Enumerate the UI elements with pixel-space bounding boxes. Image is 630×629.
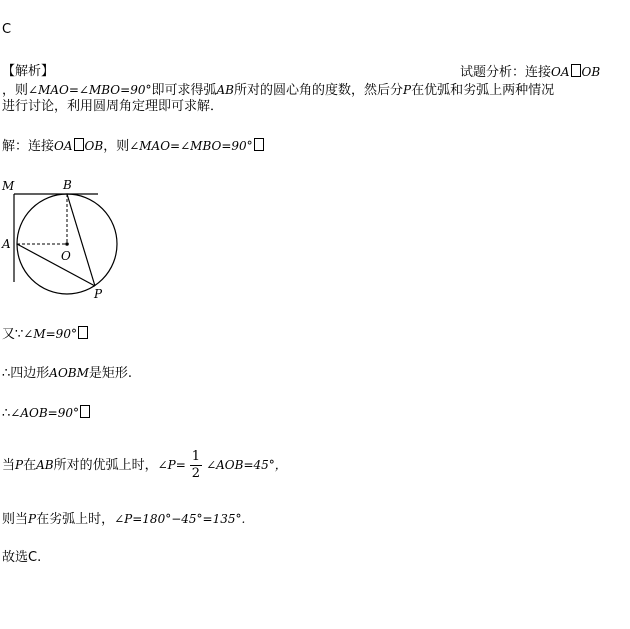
step3-eq: ∠AOB=90° (10, 406, 79, 420)
step4-end: ∠AOB=45°， (206, 458, 287, 472)
analysis-line-2 (2, 82, 554, 99)
analysis-line2-equation: ∠MAO=∠MBO=90° (28, 83, 152, 97)
label-m: M (2, 179, 15, 193)
step5-point: P (28, 512, 37, 526)
analysis-header: 【解析】 (2, 64, 55, 79)
segment-ob: OB (581, 65, 601, 79)
solution-line1-start: 解：连接 (2, 139, 55, 154)
step4-pre: 当 (2, 458, 16, 473)
solution-step-4 (2, 448, 287, 488)
step4-point: P (15, 458, 24, 472)
solution-step-3 (2, 405, 91, 422)
answer-text: C (2, 22, 12, 37)
analysis-line2-point: P (402, 83, 412, 97)
step1-pre: 又∵ (2, 327, 24, 342)
solution-step-5 (2, 511, 245, 528)
label-b: B (63, 178, 72, 192)
missing-glyph-box (78, 326, 88, 339)
analysis-line2-mid: 即可求得弧 (151, 83, 217, 98)
geometry-figure (0, 172, 130, 302)
analysis-line-3: 进行讨论，利用圆周角定理即可求解． (2, 99, 224, 114)
step5-pre: 则当 (2, 512, 29, 527)
solution-segment-oa: OA (54, 139, 73, 153)
center-dot (65, 242, 69, 246)
conclusion-choice: C. (28, 550, 42, 565)
step3-pre: ∴ (2, 406, 11, 421)
step4-post: 所对的优弧上时， (53, 458, 158, 473)
step5-eq: ∠P=180°−45°=135°. (114, 512, 246, 526)
fraction-denominator: 2 (191, 466, 201, 481)
step2-pre: ∴四边形 (2, 366, 50, 381)
fraction-numerator: 1 (191, 449, 201, 464)
segment-oa: OA (551, 65, 570, 79)
missing-glyph-box (74, 138, 84, 151)
step5-mid: 在劣弧上时， (36, 512, 115, 527)
solution-line1-mid: ，则 (103, 139, 130, 154)
analysis-line2-tail: 在优弧和劣弧上两种情况 (411, 83, 555, 98)
step4-mid: 在 (23, 458, 37, 473)
step1-eq: ∠M=90° (23, 327, 77, 341)
fraction-one-half (190, 449, 202, 482)
solution-step-2 (2, 365, 132, 382)
label-a: A (2, 237, 11, 251)
solution-segment-ob: OB (84, 139, 104, 153)
solution-line-1 (2, 138, 265, 155)
solution-line1-eq: ∠MBO=90° (180, 139, 253, 153)
missing-glyph-box (80, 405, 90, 418)
missing-glyph-box (254, 138, 264, 151)
conclusion (2, 550, 41, 566)
solution-step-1 (2, 326, 89, 343)
analysis-line2-start: ，则 (2, 83, 29, 98)
chord-ap (17, 244, 95, 286)
step4-arc: AB (36, 458, 54, 472)
label-o: O (61, 249, 71, 263)
analysis-intro (460, 64, 600, 81)
step2-shape: AOBM (49, 366, 89, 380)
conclusion-pre: 故选 (2, 550, 29, 565)
missing-glyph-box (571, 64, 581, 77)
chord-bp (67, 194, 95, 286)
step2-post: 是矩形. (88, 366, 133, 381)
analysis-intro-label: 试题分析：连接 (460, 65, 552, 80)
label-p: P (94, 287, 103, 301)
analysis-line2-arc: AB (216, 83, 234, 97)
solution-line1-eq-pre: ∠MAO= (129, 139, 181, 153)
step4-angle: ∠P= (157, 458, 186, 472)
analysis-line2-end: 所对的圆心角的度数，然后分 (233, 83, 403, 98)
